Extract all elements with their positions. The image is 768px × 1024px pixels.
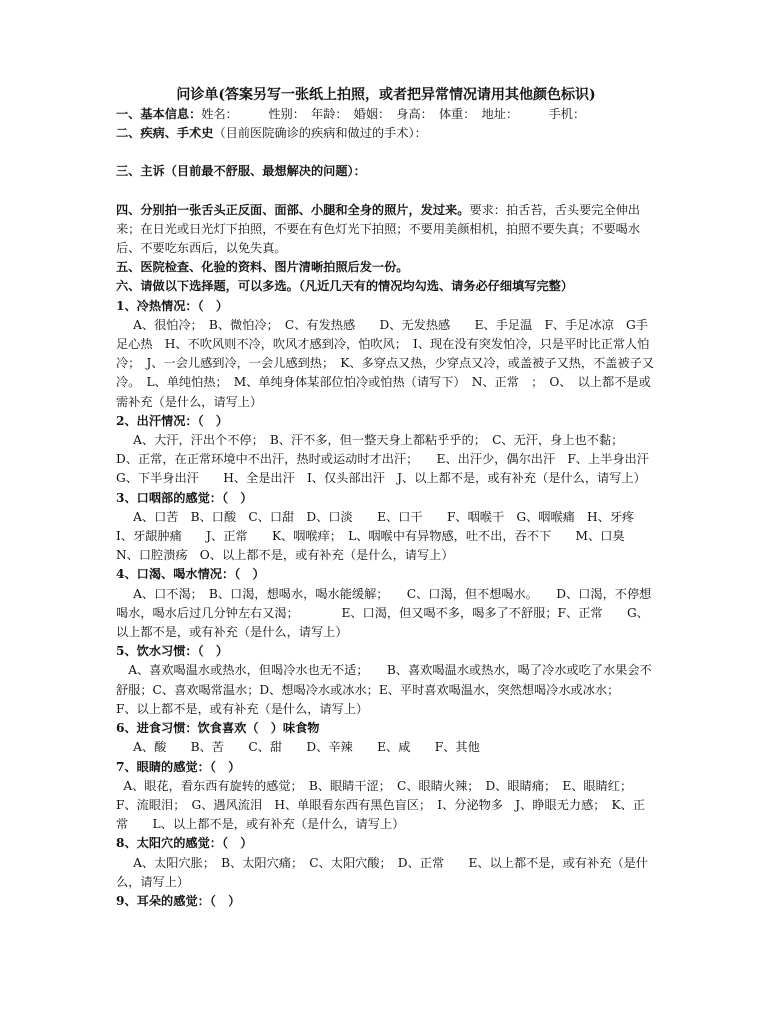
section-photos-requirements: 要求：拍舌苔，舌头要完全伸出来；在日光或日光灯下拍照，不要在有色灯光下拍照；不要用美颜相机，拍照不要失真；不要喝水后、不要吃东西后，以免失真。 <box>116 202 641 256</box>
question-6-heading: 6、进食习惯：饮食喜欢（ ）味食物 <box>116 721 320 736</box>
question-8-options: A、太阳穴胀； B、太阳穴痛； C、太阳穴酸； D、正常 E、以上都不是，或有补充（是什么，请写上） <box>116 855 649 889</box>
question-1-heading: 1、冷热情况：（ ） <box>116 298 229 313</box>
section-basic-info-heading: 一、基本信息： <box>116 107 202 121</box>
question-3-heading: 3、口咽部的感觉：（ ） <box>116 490 253 505</box>
section-chief-complaint: 三、主诉（目前最不舒服、最想解决的问题）： <box>116 164 366 179</box>
question-4-heading: 4、口渴、喝水情况：（ ） <box>116 567 265 582</box>
question-9-heading: 9、耳朵的感觉：（ ） <box>116 893 241 908</box>
section-multiple-choice: 六、请做以下选择题，可以多选。（凡近几天有的情况均勾选、请务必仔细填写完整） <box>116 279 574 294</box>
question-3-options: A、口苦 B、口酸 C、口甜 D、口淡 E、口干 F、咽喉干 G、咽喉痛 H、牙疼 I、牙龈肿痛 J、正常 K、咽喉痒； L、咽喉中有异物感，吐不出，吞不下 M、口臭 N、口腔溃疡 O、以上都不是，或有补充（是什么，请写上） <box>116 509 647 563</box>
question-2-options: A、大汗，汗出个不停； B、汗不多，但一整天身上都粘乎乎的； C、无汗，身上也不黏； D、正常，在正常环境中不出汗，热时或运动时才出汗； E、出汗少，偶尔出汗 F、上半身出汗 G、下半身出汗 H、全是出汗 I、仅头部出汗 J、以上都不是，或有补充（是什么，请写上） <box>116 433 674 486</box>
question-4-options: A、口不渴； B、口渴，想喝水，喝水能缓解； C、口渴，但不想喝水。 D、口渴，不停想喝水，喝水后过几分钟左右又渴； E、口渴，但又喝不多，喝多了不舒服；F、正常 G、以上都不是，或有补充（是什么，请写上） <box>116 586 652 640</box>
question-1-options: A、很怕冷； B、微怕冷； C、有发热感 D、无发热感 E、手足温 F、手足冰凉 G手足心热 H、不吹风则不冷，吹风才感到冷，怕吹风； I、现在没有突发怕冷，只是平时比正常人怕冷； J、一会儿感到冷，一会儿感到热； K、多穿点又热，少穿点又冷，或盖被子又热，不盖被子又冷。 L、单纯怕热； M、单纯身体某部位怕冷或怕热（请写下） N、正常 ； O、 以上都不是或需补充（是什么，请写上） <box>116 317 655 409</box>
section-basic-info <box>116 105 656 124</box>
section-photos-heading: 四、分别拍一张舌头正反面、面部、小腿和全身的照片，发过来。 <box>116 202 470 217</box>
section-medical-history-heading: 二、疾病、手术史 <box>116 126 214 141</box>
question-7-heading: 7、眼睛的感觉：（ ） <box>116 759 241 774</box>
spacer <box>116 182 656 201</box>
page-title: 问诊单(答案另写一张纸上拍照，或者把异常情况请用其他颜色标识) <box>176 87 596 103</box>
question-5-heading: 5、饮水习惯：（ ） <box>116 644 229 659</box>
question-8-heading: 8、太阳穴的感觉：（ ） <box>116 836 253 851</box>
spacer <box>116 143 656 162</box>
section-hospital-reports: 五、医院检查、化验的资料、图片清晰拍照后发一份。 <box>116 260 409 275</box>
question-2-heading: 2、出汗情况：（ ） <box>116 413 229 428</box>
section-basic-info-fields: 姓名： 性别： 年龄： 婚姻： 身高： 体重： 地址： 手机： <box>201 107 586 121</box>
question-7-options: A、眼花，看东西有旋转的感觉； B、眼睛干涩； C、眼睛火辣； D、眼睛痛； E、眼睛红； F、流眼泪； G、遇风流泪 H、单眼看东西有黑色盲区； I、分泌物多 J、睁眼无力感； K、正常 L、以上都不是，或有补充（是什么，请写上） <box>116 778 646 832</box>
question-6-options: A、酸 B、苦 C、甜 D、辛辣 E、咸 F、其他 <box>133 740 480 755</box>
section-medical-history <box>116 124 656 143</box>
section-photos <box>116 201 656 259</box>
section-medical-history-note: （目前医院确诊的疾病和做过的手术）： <box>213 126 427 141</box>
questionnaire-page <box>116 86 674 911</box>
question-5-options: A、喜欢喝温水或热水，但喝冷水也无不适； B、喜欢喝温水或热水，喝了冷水或吃了水果会不舒服；C、喜欢喝常温水；D、想喝冷水或冰水；E、平时喜欢喝温水，突然想喝冷水或冰水； F、以上都不是，或有补充（是什么，请写上） <box>116 663 652 716</box>
